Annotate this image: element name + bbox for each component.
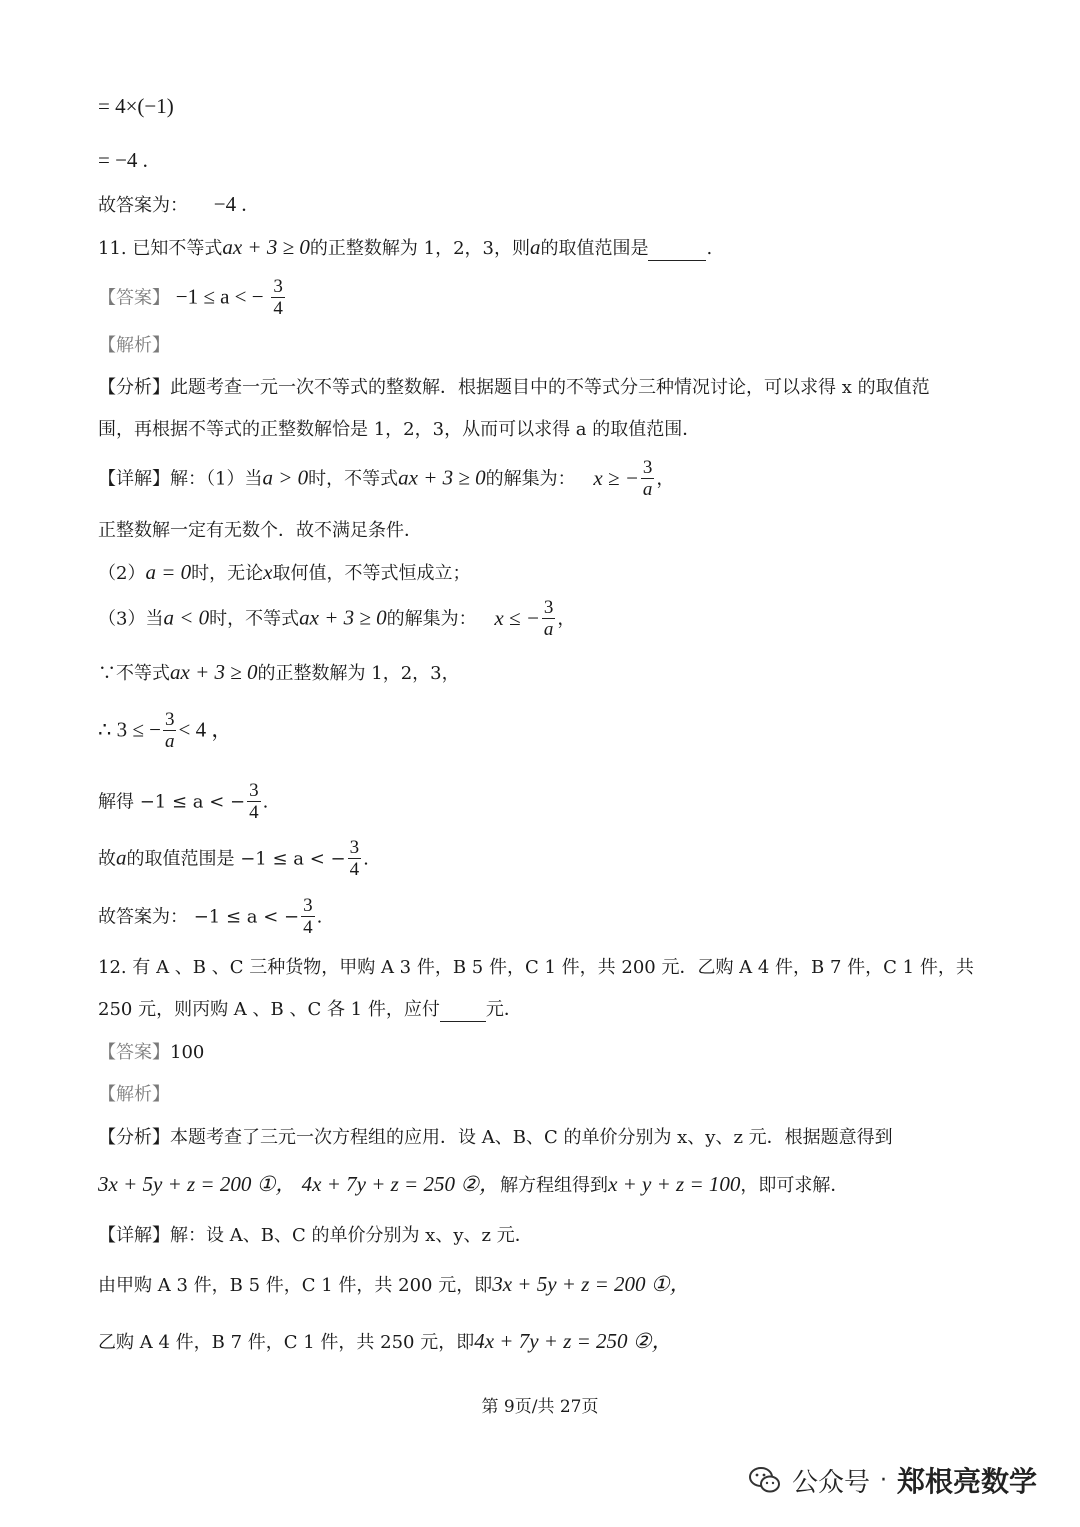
line-eq2: = −4 .: [98, 148, 148, 172]
line-therefore: ∴ 3 ≤ − $\frac{3}{a}$ < 4 ，: [98, 709, 233, 752]
answer-12: 【答案】100: [98, 1042, 205, 1063]
answer-blank: [440, 1003, 486, 1022]
analysis-12-line1: 【分析】本题考查了三元一次方程组的应用．设 A、B、C 的单价分别为 x、y、z 元．根据题意得到: [98, 1127, 893, 1148]
fraction: $\frac{3}{a}$: [164, 709, 175, 752]
detail-11-case3: （3）当a < 0时，不等式ax + 3 ≥ 0的解集为： x ≤ − $\frac{3}{a}$ ，: [98, 597, 576, 640]
question-11: 11. 已知不等式ax + 3 ≥ 0的正整数解为 1，2，3，则a的取值范围是 .: [98, 235, 713, 259]
analysis-11-line2: 围，再根据不等式的正整数解恰是 1，2，3，从而可以求得 a 的取值范围．: [98, 419, 701, 440]
fraction: $\frac{3}{a}$: [642, 457, 653, 500]
detail-11-case2: （2）a = 0时，无论x取何值，不等式恒成立；: [98, 560, 471, 584]
fraction: $\frac{3}{4}$: [249, 780, 259, 823]
line-answer-prev: 故答案为： −4 .: [98, 192, 247, 216]
line-eq1: = 4×(−1): [98, 94, 174, 118]
line-solve: 解得 −1 ≤ a < − $\frac{3}{4}$ .: [98, 780, 269, 823]
line-jia: 由甲购 A 3 件，B 5 件，C 1 件，共 200 元，即3x + 5y + z = 200 ①，: [98, 1272, 691, 1296]
answer-11: 【答案】 −1 ≤ a < − $\frac{3}{4}$: [98, 276, 283, 319]
analysis-11-line1: 【分析】此题考查一元一次不等式的整数解．根据题目中的不等式分三种情况讨论，可以求得 x 的取值范: [98, 377, 930, 398]
fraction: $\frac{3}{a}$: [543, 597, 554, 640]
wechat-icon: [748, 1465, 782, 1495]
page-footer: 第 9页/共 27页: [481, 1397, 599, 1417]
fraction: $\frac{3}{4}$: [349, 837, 360, 880]
watermark-name: 郑根亮数学: [897, 1465, 1038, 1498]
fraction: $\frac{3}{4}$: [303, 895, 313, 938]
line-final-11: 故答案为： −1 ≤ a < − $\frac{3}{4}$ .: [98, 895, 323, 938]
question-12-line2: 250 元，则丙购 A 、B 、C 各 1 件，应付 元．: [98, 999, 522, 1020]
analysis-tag-12: 【解析】: [98, 1084, 170, 1105]
watermark-separator: ·: [880, 1467, 888, 1493]
analysis-12-line2: 3x + 5y + z = 200 ①， 4x + 7y + z = 250 ②，解方程组得到x + y + z = 100，即可求解．: [98, 1172, 849, 1196]
detail-11-case1: 【详解】解：（1）当a > 0时，不等式ax + 3 ≥ 0的解集为： x ≥ − $\frac{3}{a}$ ，: [98, 457, 675, 500]
watermark-label: 公众号: [792, 1467, 871, 1498]
line-infinite: 正整数解一定有无数个．故不满足条件．: [98, 520, 422, 541]
line-yi: 乙购 A 4 件，B 7 件，C 1 件，共 250 元，即4x + 7y + z = 250 ②，: [98, 1329, 673, 1353]
detail-12: 【详解】解：设 A、B、C 的单价分别为 x、y、z 元．: [98, 1225, 533, 1246]
question-12-line1: 12. 有 A 、B 、C 三种货物，甲购 A 3 件，B 5 件，C 1 件，共 200 元．乙购 A 4 件，B 7 件，C 1 件，共: [98, 957, 974, 978]
answer-blank: [648, 242, 706, 261]
fraction: $\frac{3}{4}$: [273, 276, 283, 319]
line-because: ∵不等式ax + 3 ≥ 0的正整数解为 1，2，3，: [98, 660, 460, 684]
watermark: [748, 1460, 1037, 1500]
analysis-tag-11: 【解析】: [98, 335, 170, 356]
line-range: 故a的取值范围是 −1 ≤ a < − $\frac{3}{4}$ .: [98, 837, 369, 880]
